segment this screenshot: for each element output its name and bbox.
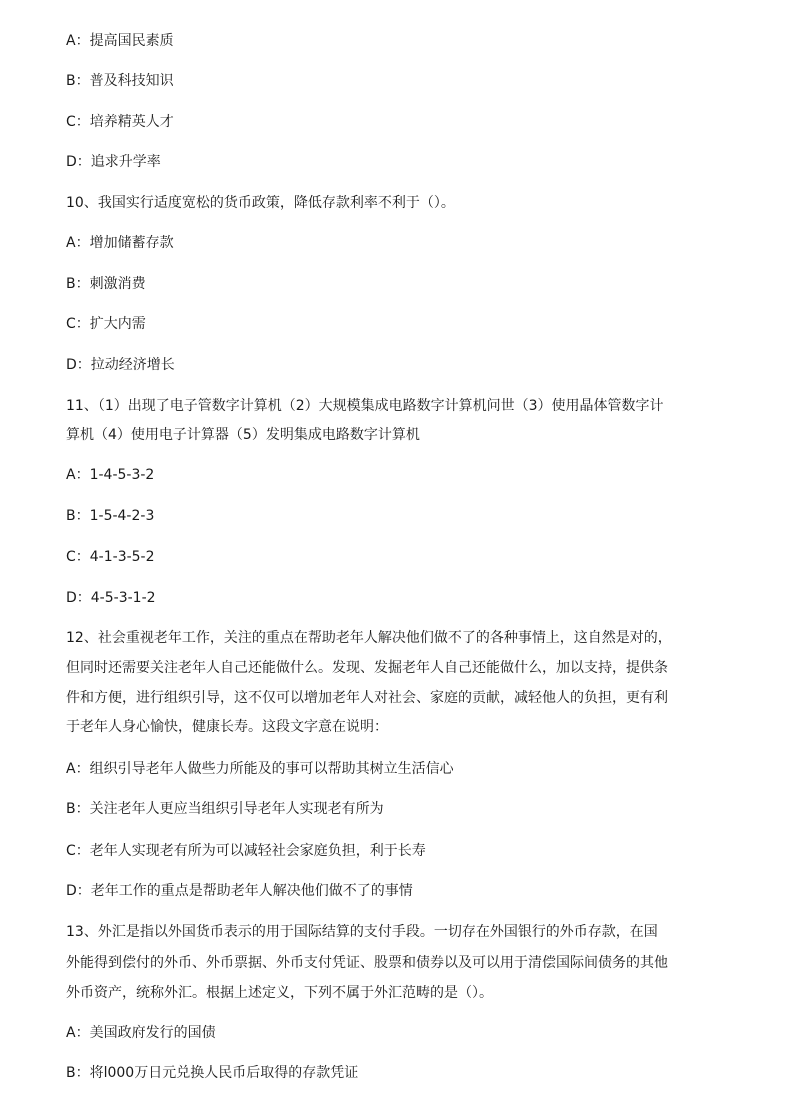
question-10-text: 10、我国实行适度宽松的货币政策，降低存款利率不利于（）。	[66, 195, 455, 211]
question-13-line-1: 13、外汇是指以外国货币表示的用于国际结算的支付手段。一切存在外国银行的外币存款，在国	[66, 924, 658, 940]
q11-option-b: B：1-5-4-2-3	[66, 508, 155, 524]
question-11-line-2: 算机（4）使用电子计算器（5）发明集成电路数字计算机	[66, 427, 420, 443]
q13-option-b: B：将l000万日元兑换人民币后取得的存款凭证	[66, 1065, 359, 1081]
q10-option-d: D：拉动经济增长	[66, 357, 175, 373]
q10-option-c: C：扩大内需	[66, 316, 146, 332]
q11-option-a: A：1-4-5-3-2	[66, 467, 155, 483]
q9-option-a: A：提高国民素质	[66, 33, 174, 49]
question-12-line-1: 12、社会重视老年工作，关注的重点在帮助老年人解决他们做不了的各种事情上，这自然是对的，	[66, 630, 672, 646]
question-13-line-3: 外币资产，统称外汇。根据上述定义，下列不属于外汇范畴的是（）。	[66, 985, 493, 1001]
q9-option-d: D：追求升学率	[66, 154, 161, 170]
q12-option-c: C：老年人实现老有所为可以减轻社会家庭负担，利于长寿	[66, 843, 426, 859]
q11-option-c: C：4-1-3-5-2	[66, 549, 155, 565]
q12-option-d: D：老年工作的重点是帮助老年人解决他们做不了的事情	[66, 883, 413, 899]
q13-option-a: A：美国政府发行的国债	[66, 1025, 216, 1041]
question-12-line-2: 但同时还需要关注老年人自己还能做什么。发现、发掘老年人自己还能做什么，加以支持，提供条	[66, 660, 668, 676]
question-13-line-2: 外能得到偿付的外币、外币票据、外币支付凭证、股票和债券以及可以用于清偿国际间债务的其他	[66, 955, 668, 971]
q12-option-a: A：组织引导老年人做些力所能及的事可以帮助其树立生活信心	[66, 761, 454, 777]
q10-option-a: A：增加储蓄存款	[66, 235, 174, 251]
question-12-line-4: 于老年人身心愉快，健康长寿。这段文字意在说明：	[66, 719, 388, 735]
question-11-line-1: 11、（1）出现了电子管数字计算机（2）大规模集成电路数字计算机问世（3）使用晶体管数字计	[66, 398, 664, 414]
q12-option-b: B：关注老年人更应当组织引导老年人实现老有所为	[66, 801, 384, 817]
q9-option-c: C：培养精英人才	[66, 114, 174, 130]
q9-option-b: B：普及科技知识	[66, 73, 174, 89]
question-12-line-3: 件和方便，进行组织引导，这不仅可以增加老年人对社会、家庭的贡献，减轻他人的负担，更有利	[66, 690, 668, 706]
q11-option-d: D：4-5-3-1-2	[66, 590, 156, 606]
q10-option-b: B：刺激消费	[66, 276, 146, 292]
